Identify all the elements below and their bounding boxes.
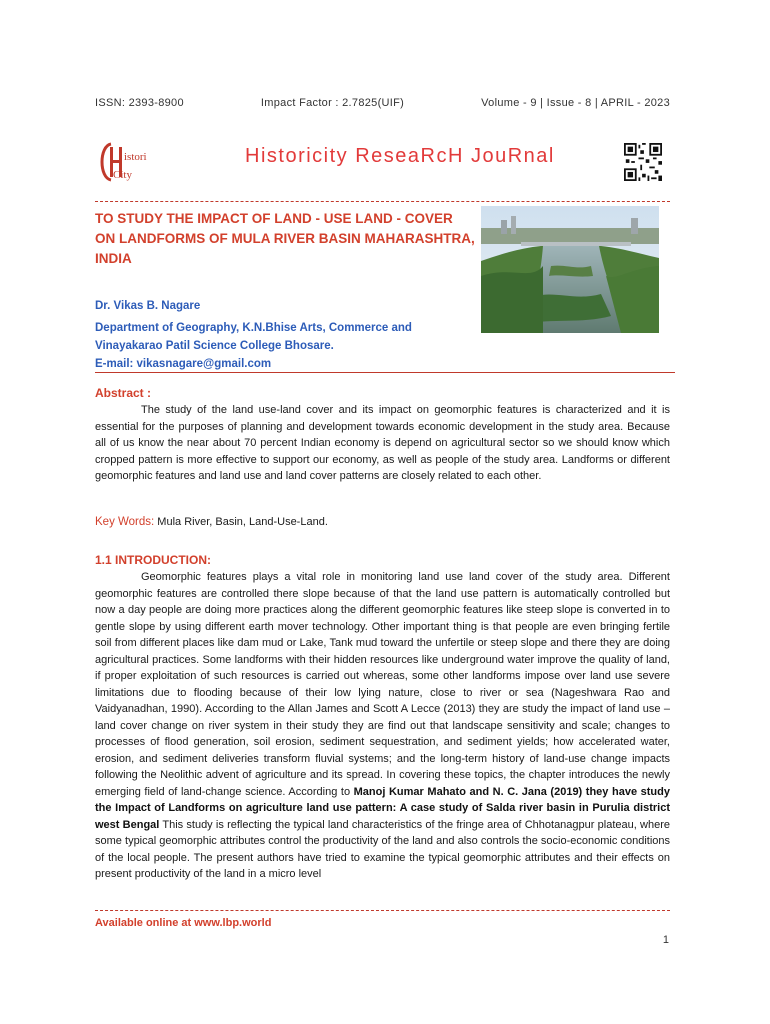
introduction-text (95, 569, 670, 883)
page-number: 1 (662, 934, 669, 946)
author-divider (95, 372, 675, 373)
department-line-1: Department of Geography, K.N.Bhise Arts, Commerce and (95, 322, 412, 334)
department-line-2: Vinayakarao Patil Science College Bhosare. (95, 340, 334, 352)
keywords-label: Key Words: (95, 516, 155, 528)
author-name: Dr. Vikas B. Nagare (95, 300, 201, 312)
svg-text:istori: istori (124, 151, 147, 163)
journal-banner (97, 140, 669, 188)
journal-title: Historicity ReseaRcH JouRnal (245, 145, 555, 167)
journal-header (95, 97, 670, 109)
keywords-text: Mula River, Basin, Land-Use-Land. (154, 516, 328, 528)
author-email: E-mail: vikasnagare@gmail.com (95, 358, 272, 370)
issn: ISSN: 2393-8900 (95, 97, 184, 109)
keywords (95, 516, 328, 528)
footer-divider (95, 910, 670, 911)
qr-code-icon (624, 143, 662, 181)
journal-logo (97, 140, 157, 184)
introduction-heading: 1.1 INTRODUCTION: (95, 553, 212, 567)
header-divider (95, 201, 670, 202)
paper-title: TO STUDY THE IMPACT OF LAND - USE LAND - COVER ON LANDFORMS OF MULA RIVER BASIN MAHARASHTRA, INDIA (95, 211, 475, 266)
intro-paragraph-part-2: This study is reflecting the typical land characteristics of the fringe area of Chhotanagpur plateau, where some typical geomorphic attributes control the productivity of the land and also controls the socio-economic conditions of the local people. The present authors have tried to examine the typical geomorphic attributes and their effects on present productivity of the land in a micro level (95, 818, 670, 880)
abstract-heading: Abstract : (95, 386, 152, 400)
author-info (95, 297, 475, 373)
volume-issue: Volume - 9 | Issue - 8 | APRIL - 2023 (481, 97, 670, 109)
impact-factor: Impact Factor : 2.7825(UIF) (260, 97, 405, 109)
availability-link[interactable]: Available online at www.lbp.world (95, 917, 272, 929)
svg-text:City: City (113, 169, 132, 181)
intro-bold-reference: Manoj Kumar Mahato and N. C. Jana (2019) they have study the Impact of Landforms on agriculture land use pattern: A case study of Salda river basin in Purulia district west Bengal (95, 785, 670, 831)
intro-paragraph-part-1: Geomorphic features plays a vital role in monitoring land use land cover of the study area. Different geomorphic features are controlled there slope because of that the land use pattern is automatically controlled but now a day people are doing more practices along the different geomorphic features like steep slope is converted in to gentle slope by using different earth mover technology. Other important thing is that people are even bringing fertile soil from different places like dam mud or Lake, Tank mud toward the unfertile or steep slope and there they are doing agricultural practices. Some landforms with their hidden resources like underground water improve the quality of land, if proper exploitation of such resources is carried out whereas, some other landforms impose over land use severe limitations due to flooding because of their low lying nature, close to river or sea (Nageshwara Rao and Vaidyanadhan, 1990). According to the Allan James and Scott A Lecce (2013) they are study the impact of land use – land cover change on river system in their study they are find out that landscape sensitivity and scale; changes to processes of flood generation, soil erosion, sediment sequestration, and sediment yields; how accelerated water, erosion, and sediment deliveries transform fluvial systems; and the long-term history of land-use change impacts following the Neolithic advent of agriculture and its spread. In covering these topics, the chapter introduces the newly emerging field of land-change science. According to (95, 571, 670, 798)
river-photo (481, 206, 659, 333)
abstract-text: The study of the land use-land cover and its impact on geomorphic features is characterized and it is essential for the purposes of planning and development towards economic development in the study area. Because all of us know the near about 70 percent Indian economy is depend on agricultural sector so we should know which cropped pattern is more effective to support our economy, as well as people of the study area. Landforms or different geomorphic features and land use and land cover patterns are closely related to each other. (95, 404, 670, 482)
